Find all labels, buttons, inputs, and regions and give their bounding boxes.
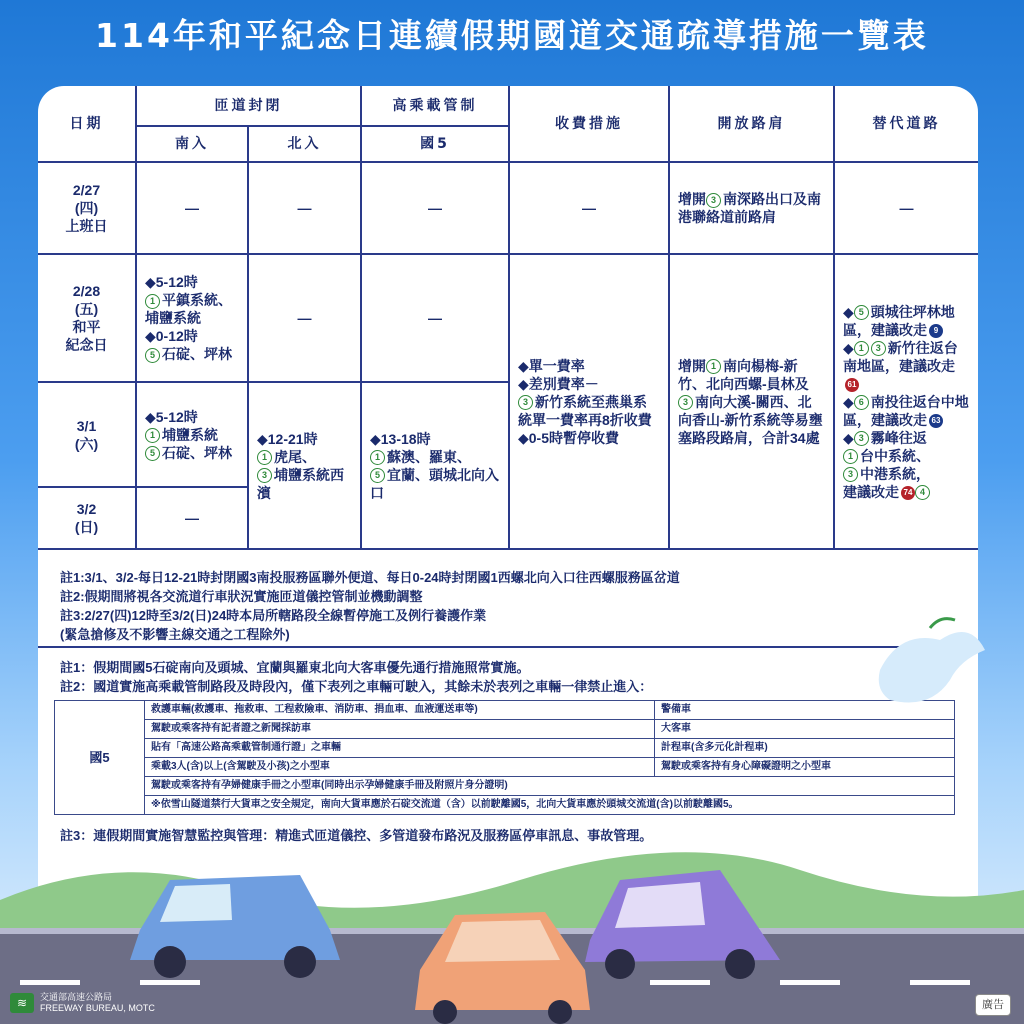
date-label: 3/1 (76, 417, 97, 434)
note-line: 註1:3/1、3/2-每日12-21時封閉國3南投服務區聯外便道、每日0-24時封閉國1西螺北向入口往西螺服務區岔道 (60, 570, 680, 585)
text-span: 南投往返台中地區，建議改走 (843, 393, 969, 428)
alt-merged (834, 254, 978, 549)
route-3-icon: 3 (706, 193, 721, 208)
date-cell-0228 (38, 254, 136, 382)
toll-merged (509, 254, 669, 549)
route-63-icon: 63 (929, 414, 943, 428)
ramp-line (145, 426, 239, 444)
route-3-icon: 3 (257, 468, 272, 483)
weekday-label: (日) (74, 519, 99, 535)
text-span: 虎尾、 (274, 448, 316, 465)
text-span: 頭城往坪林地區，建議改走 (843, 303, 955, 338)
sub-cell: 駕駛或乘客持有記者證之新聞採訪車 (145, 720, 655, 739)
notes-block-1 (60, 568, 960, 644)
bureau-emblem-icon: ≋ (10, 993, 34, 1013)
sub-cell: 貼有「高速公路高乘載管制通行證」之車輛 (145, 739, 655, 758)
date-cell-0302 (38, 487, 136, 549)
alt-item (843, 465, 970, 483)
route-3-icon: 3 (678, 395, 693, 410)
ramp-line (145, 291, 239, 327)
hov-0228: — (361, 254, 509, 382)
text-span: 蘇澳、羅東、 (387, 448, 471, 465)
route-74-icon: 74 (901, 486, 915, 500)
alt-item: ◆ 6 南投往返台中地區，建議改走 63 (843, 393, 969, 428)
note-line: 註3:2/27(四)12時至3/2(日)24時本局所轄路段全線暫停施工及例行養護作業 (60, 608, 487, 623)
note-3: 註3：連假期間實施智慧監控與管理：精進式匝道儀控、多管道發布路況及服務區停車訊息、事故管理。 (60, 828, 653, 843)
header-ramp-north: 北入 (248, 126, 361, 162)
text-span: 南向大溪-關西、北向香山-新竹系統等易壅塞路段路肩，合計34處 (678, 393, 823, 446)
date-label: 2/28 (72, 283, 101, 299)
header-ramp: 匝道封閉 (136, 86, 361, 126)
text-span: 中港系統， (860, 465, 930, 482)
note-line: 註1：假期間國5石碇南向及頭城、宜蘭與羅東北向大客車優先通行措施照常實施。 (60, 660, 530, 675)
hov-allowed-table (54, 700, 955, 815)
sub-cell: 計程車(含多元化計程車) (655, 739, 955, 758)
route-1-icon: 1 (706, 359, 721, 374)
sub-cell: 警備車 (655, 701, 955, 720)
day-type-label-2: 紀念日 (65, 337, 108, 353)
header-shoulder: 開放路肩 (669, 86, 834, 162)
org-name-en: FREEWAY BUREAU, MOTC (40, 1003, 155, 1013)
sub-road: 國5 (55, 701, 145, 815)
sub-cell: ※依雪山隧道禁行大貨車之安全規定，南向大貨車應於石碇交流道（含）以前駛離國5，北向大貨車應於頭城交流道(含)以前駛離國5。 (145, 796, 955, 815)
route-61-icon: 61 (845, 378, 859, 392)
sub-cell: 駕駛或乘客持有身心障礙證明之小型車 (655, 758, 955, 777)
dove-icon (870, 610, 990, 720)
text-span: 新竹系統至燕巢系統單一費率再8折收費 (518, 393, 652, 428)
text-span: 增開 (678, 357, 706, 374)
route-3-icon: 3 (518, 395, 533, 410)
note-line: 註2:假期間將視各交流道行車狀況實施匝道儀控管制並機動調整 (60, 589, 423, 604)
notes-block-2 (60, 658, 960, 696)
hov-merged (361, 382, 509, 549)
sub-cell: 救護車輛(救護車、拖救車、工程救險車、消防車、捐血車、血液運送車等) (145, 701, 655, 720)
text-span: 石碇、坪林 (162, 346, 232, 362)
shoulder-0227 (669, 162, 834, 254)
text-span: 埔鹽系統 (162, 426, 218, 443)
header-hov: 高乘載管制 (361, 86, 509, 126)
time-line: ◆0-12時 (145, 328, 198, 344)
toll-line (518, 393, 660, 429)
shoulder-merged (669, 254, 834, 549)
alt-0227: — (834, 162, 978, 254)
alt-item (843, 483, 970, 501)
sub-cell: 大客車 (655, 720, 955, 739)
weekday-label: (四) (74, 200, 99, 216)
text-span: 增開 (678, 191, 706, 207)
text-span: 平鎮系統、埔鹽系統 (145, 292, 232, 326)
alt-item (843, 447, 970, 465)
ramp-line (257, 466, 352, 502)
date-cell-0227 (38, 162, 136, 254)
hov-line (370, 448, 500, 466)
route-1-icon: 1 (370, 450, 385, 465)
page-title: 114年和平紀念日連續假期國道交通疏導措施一覽表 (95, 16, 929, 55)
toll-line: ◆單一費率 (518, 357, 585, 374)
ramp-south-0301 (136, 382, 248, 487)
time-line: ◆13-18時 (370, 430, 431, 447)
route-9-icon: 9 (929, 324, 943, 338)
freeway-bureau-logo (10, 992, 155, 1014)
route-6-icon: 6 (854, 395, 869, 410)
divider (38, 646, 978, 648)
route-5-icon: 5 (370, 468, 385, 483)
route-1-icon: 1 (854, 341, 869, 356)
alt-item: ◆ 3 霧峰往返 (843, 429, 927, 446)
route-5-icon: 5 (854, 305, 869, 320)
route-1-icon: 1 (145, 428, 160, 443)
header-hov-road: 國5 (361, 126, 509, 162)
date-cell-0301 (38, 382, 136, 487)
text-span: 石碇、坪林 (162, 444, 232, 461)
ramp-line (145, 345, 239, 363)
text-span: 宜蘭、頭城北向入口 (370, 466, 499, 501)
route-4-icon: 4 (915, 485, 930, 500)
text-span: 台中系統、 (860, 447, 930, 464)
note-line: 註2：國道實施高乘載管制路段及時段內，僅下表列之車輛可駛入，其餘未於表列之車輛一律禁止進入： (60, 679, 653, 694)
text-span: 南向楊梅-新竹、北向西螺-員林及 (678, 357, 809, 392)
ad-label: 廣告 (975, 994, 1011, 1016)
alt-item: ◆ 5 頭城往坪林地區，建議改走 9 (843, 303, 955, 338)
route-1-icon: 1 (145, 294, 160, 309)
measures-table (38, 86, 978, 550)
route-1-icon: 1 (257, 450, 272, 465)
text-span: 建議改走 (843, 483, 899, 500)
hov-line (370, 466, 500, 502)
weekday-label: (五) (74, 301, 99, 317)
toll-0227: — (509, 162, 669, 254)
text-span: 霧峰往返 (870, 429, 927, 446)
ramp-south-0227: — (136, 162, 248, 254)
ramp-south-0302: — (136, 487, 248, 549)
header-alt: 替代道路 (834, 86, 978, 162)
header-ramp-south: 南入 (136, 126, 248, 162)
sub-cell: 乘載3人(含)以上(含駕駛及小孩)之小型車 (145, 758, 655, 777)
route-3-icon: 3 (871, 341, 886, 356)
toll-line: ◆0-5時暫停收費 (518, 429, 620, 446)
org-name: 交通部高速公路局 (40, 992, 113, 1002)
sub-cell: 駕駛或乘客持有孕婦健康手冊之小型車(同時出示孕婦健康手冊及附照片身分證明) (145, 777, 955, 796)
ramp-north-merged (248, 382, 361, 549)
note-line: (緊急搶修及不影響主線交通之工程除外) (60, 627, 290, 642)
ramp-north-0228: — (248, 254, 361, 382)
text-span: 新竹往返台南地區，建議改走 (843, 339, 958, 374)
route-3-icon: 3 (854, 431, 869, 446)
time-line: ◆5-12時 (145, 274, 198, 290)
day-type-label: 上班日 (65, 218, 108, 234)
text-span: 埔鹽系統西濱 (257, 466, 344, 501)
ramp-north-0227: — (248, 162, 361, 254)
route-3-icon: 3 (843, 467, 858, 482)
toll-line: ◆差別費率－ (518, 375, 599, 392)
header-toll: 收費措施 (509, 86, 669, 162)
time-line: ◆5-12時 (145, 408, 198, 425)
route-1-icon: 1 (843, 449, 858, 464)
header-date: 日期 (38, 86, 136, 162)
weekday-label: (六) (74, 435, 99, 452)
route-5-icon: 5 (145, 348, 160, 363)
hov-0227: — (361, 162, 509, 254)
ramp-line (257, 448, 352, 466)
text-span: 南深路出口及南港聯絡道前路肩 (678, 191, 821, 225)
time-line: ◆12-21時 (257, 430, 318, 447)
ramp-south-0228 (136, 254, 248, 382)
alt-item: ◆ 1 3 新竹往返台南地區，建議改走61 (843, 339, 970, 393)
day-type-label: 和平 (72, 319, 101, 335)
route-5-icon: 5 (145, 446, 160, 461)
ramp-line (145, 444, 239, 462)
date-label: 2/27 (72, 182, 101, 198)
date-label: 3/2 (76, 501, 97, 517)
